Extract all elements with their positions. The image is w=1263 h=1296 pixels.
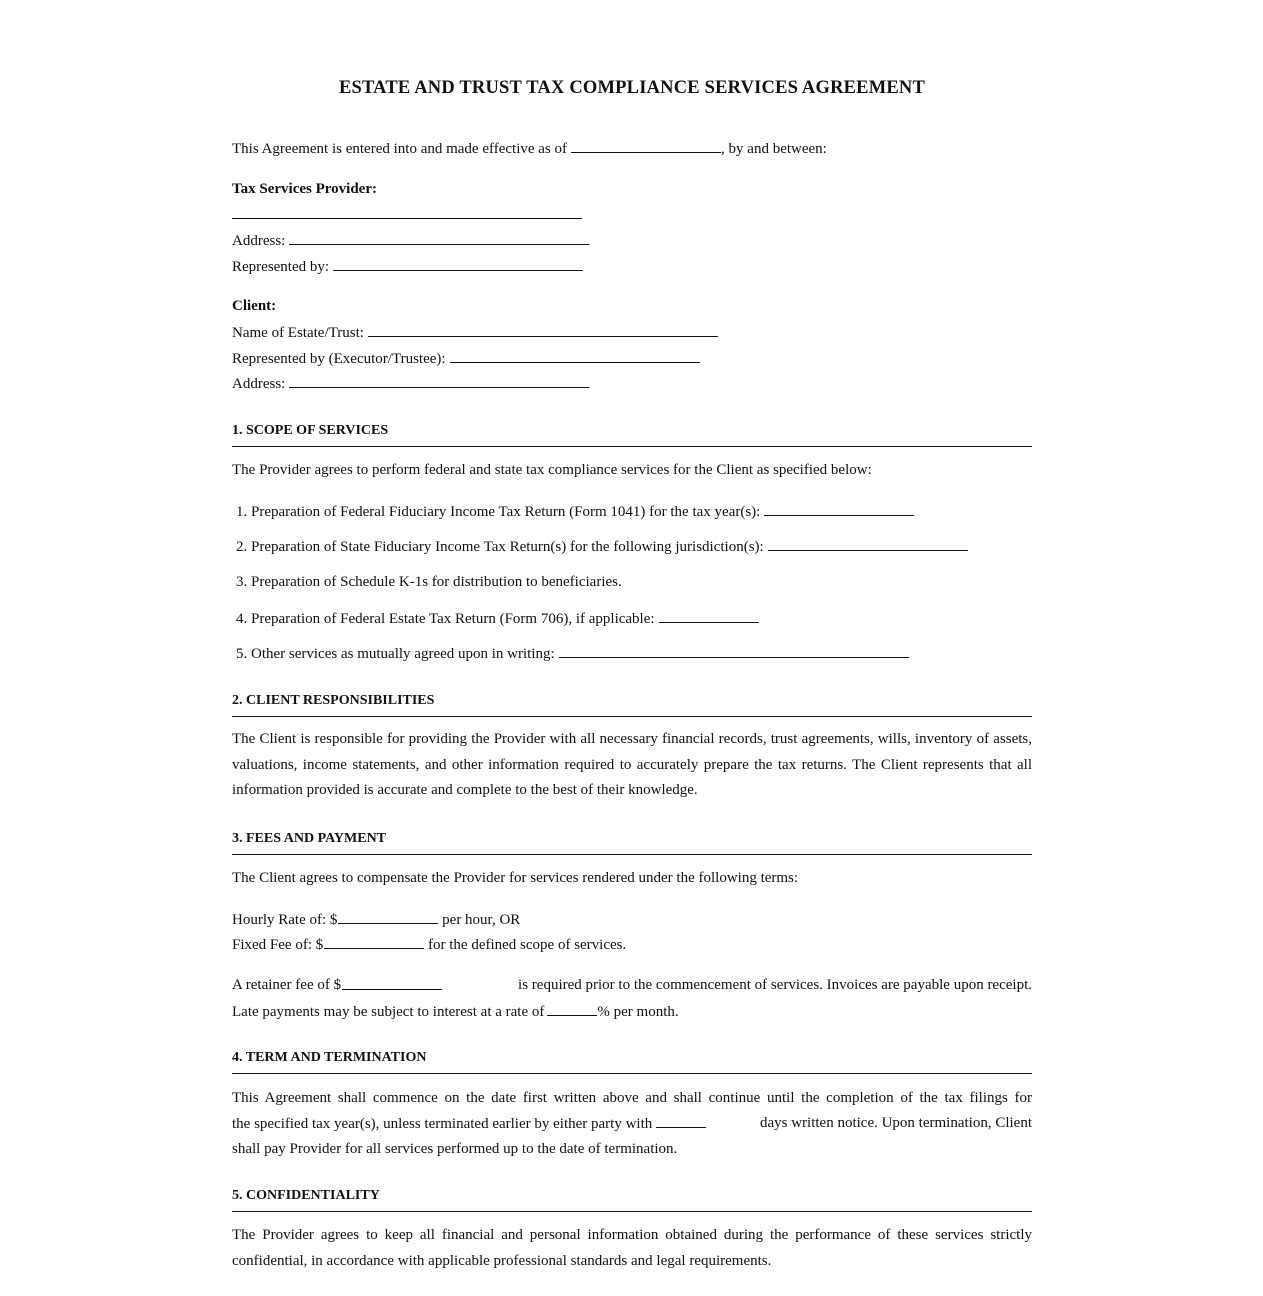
intro-line: [232, 138, 827, 159]
provider-address-label: Address:: [232, 233, 286, 249]
form-706-field[interactable]: [659, 608, 759, 623]
client-resp-body: The Client is responsible for providing the Provider with all necessary financial records, trust agreements, wills, inventory of assets, valuations, income statements, and other information required to accurately prepare the tax returns. The Client represents that all information provided is accurate and complete to the best of their knowledge.: [232, 731, 1032, 798]
term-notice-label: the specified tax year(s), unless terminated earlier by either party with: [232, 1116, 653, 1132]
client-represented-field[interactable]: [450, 348, 700, 363]
jurisdictions-field[interactable]: [768, 536, 968, 551]
scope-item-3: [236, 572, 622, 592]
scope-item-label: 5. Other services as mutually agreed upon in writing:: [236, 646, 555, 662]
provider-address-field[interactable]: [289, 230, 589, 245]
intro-text-end: , by and between:: [721, 141, 827, 157]
client-name-field[interactable]: [368, 322, 718, 337]
term-notice-suffix: days written notice. Upon termination, Client: [759, 1115, 1032, 1131]
scope-item-label: 3. Preparation of Schedule K-1s for distribution to beneficiaries.: [236, 574, 622, 590]
hourly-rate-label: Hourly Rate of: $: [232, 912, 338, 928]
fees-intro: The Client agrees to compensate the Provider for services rendered under the following terms:: [232, 870, 799, 886]
scope-item-label: 4. Preparation of Federal Estate Tax Return (Form 706), if applicable:: [236, 611, 655, 627]
fixed-fee-suffix: for the defined scope of services.: [428, 937, 627, 953]
scope-item-4: [236, 608, 759, 629]
section-term-heading: 4. TERM AND TERMINATION: [232, 1049, 1032, 1074]
provider-address-line: [232, 230, 589, 251]
notice-days-field[interactable]: [656, 1113, 706, 1128]
scope-item-label: 1. Preparation of Federal Fiduciary Income Tax Return (Form 1041) for the tax year(s):: [236, 504, 761, 520]
intro-text: This Agreement is entered into and made effective as of: [232, 141, 568, 157]
retainer-label: A retainer fee of $: [232, 977, 342, 993]
provider-represented-field[interactable]: [333, 256, 583, 271]
other-services-field[interactable]: [559, 643, 909, 658]
scope-item-label: 2. Preparation of State Fiduciary Income Tax Return(s) for the following jurisdiction(s):: [236, 539, 764, 555]
provider-heading: Tax Services Provider:: [232, 181, 377, 197]
late-payment-line: [232, 1001, 679, 1022]
confidentiality-body: The Provider agrees to keep all financial and personal information obtained during the performance of these services strictly confidential, in accordance with applicable professional standards and legal requirements.: [232, 1227, 1032, 1269]
tax-years-field[interactable]: [764, 501, 914, 516]
provider-name-line: [232, 204, 582, 225]
client-represented-label: Represented by (Executor/Trustee):: [232, 351, 446, 367]
fixed-fee-line: [232, 934, 626, 955]
section-confidentiality-heading: 5. CONFIDENTIALITY: [232, 1187, 1032, 1212]
late-payment-label: Late payments may be subject to interest at a rate of: [232, 1004, 545, 1020]
provider-represented-line: [232, 256, 583, 277]
retainer-field[interactable]: [342, 975, 442, 990]
section-fees-heading: 3. FEES AND PAYMENT: [232, 830, 1032, 855]
client-name-line: [232, 322, 718, 343]
interest-rate-field[interactable]: [547, 1001, 597, 1016]
section-scope-heading: 1. SCOPE OF SERVICES: [232, 422, 1032, 447]
fixed-fee-label: Fixed Fee of: $: [232, 937, 324, 953]
scope-item-5: [236, 643, 909, 664]
term-line-3: shall pay Provider for all services performed up to the date of termination.: [232, 1141, 678, 1157]
section-client-resp-heading: 2. CLIENT RESPONSIBILITIES: [232, 692, 1032, 717]
term-line-2: [232, 1113, 1032, 1134]
provider-name-field[interactable]: [232, 204, 582, 219]
provider-represented-label: Represented by:: [232, 259, 330, 275]
retainer-text: is required prior to the commencement of services. Invoices are payable upon receipt.: [518, 977, 1032, 993]
effective-date-field[interactable]: [571, 138, 721, 153]
scope-intro: The Provider agrees to perform federal and state tax compliance services for the Client as specified below:: [232, 462, 872, 478]
late-payment-suffix: % per month.: [597, 1004, 679, 1020]
term-line-1: This Agreement shall commence on the date first written above and shall continue until the completion of the tax filings for: [232, 1090, 1032, 1106]
fixed-fee-field[interactable]: [324, 934, 424, 949]
client-name-label: Name of Estate/Trust:: [232, 325, 364, 341]
client-heading: Client:: [232, 298, 277, 314]
client-address-field[interactable]: [289, 373, 589, 388]
scope-item-2: [236, 536, 968, 557]
scope-item-1: [236, 501, 914, 522]
client-address-label: Address:: [232, 376, 286, 392]
client-represented-line: [232, 348, 700, 369]
hourly-rate-line: [232, 909, 520, 930]
hourly-rate-suffix: per hour, OR: [442, 912, 521, 928]
hourly-rate-field[interactable]: [338, 909, 438, 924]
client-address-line: [232, 373, 589, 394]
retainer-line: [232, 975, 1032, 995]
document-title: ESTATE AND TRUST TAX COMPLIANCE SERVICES AGREEMENT: [338, 78, 926, 98]
